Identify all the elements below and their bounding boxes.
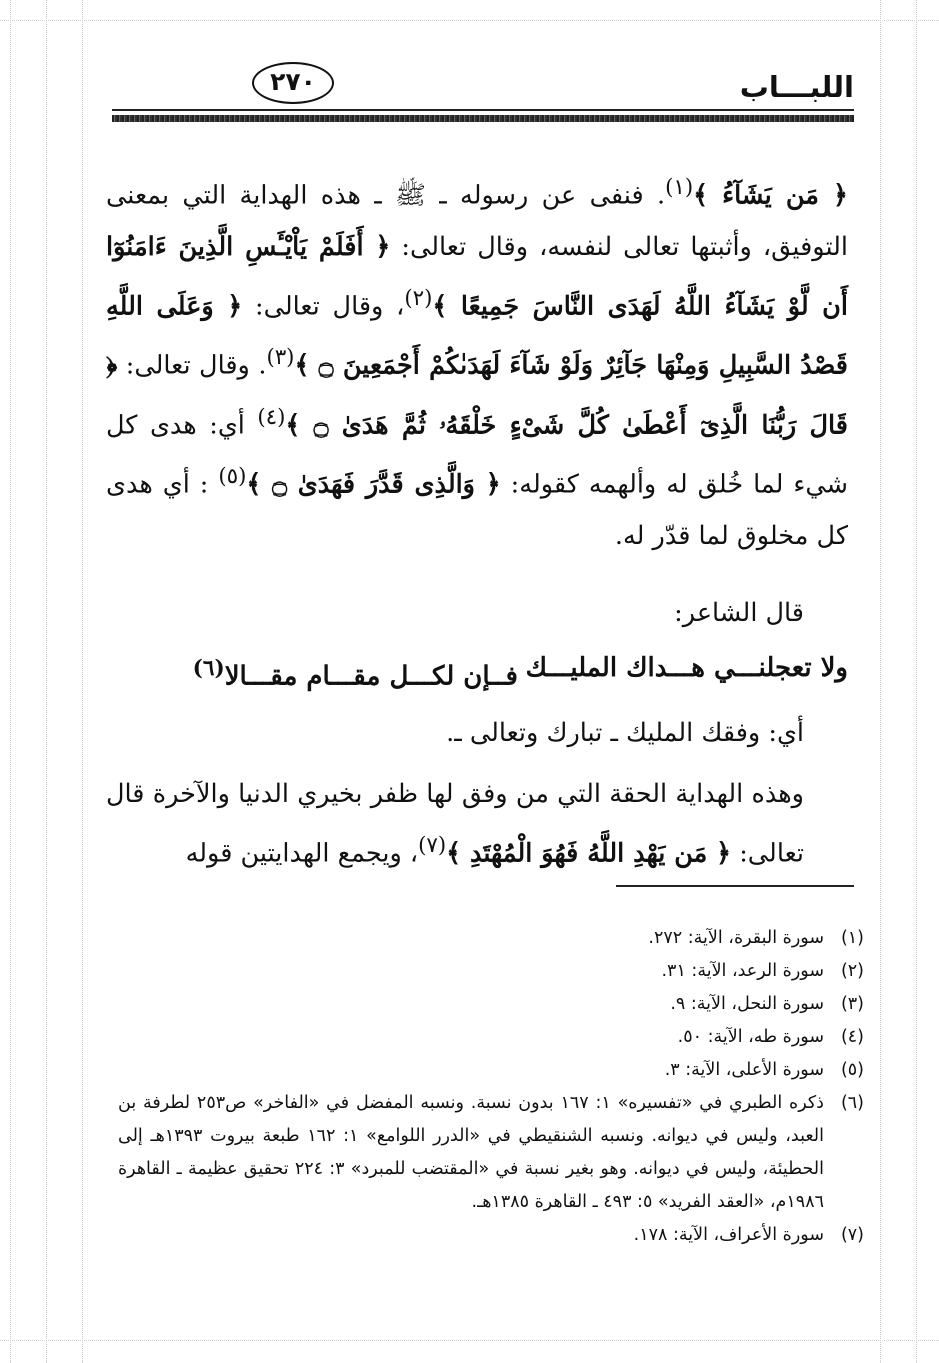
text-run: : أي هدى كل مخلوق لما قدّر له. xyxy=(106,469,848,551)
quran-quote: ﴿ قَالَ رَبُّنَا الَّذِىٓ أَعْطَىٰ كُلَّ شَىْءٍ خَلْقَهُۥ ثُمَّ هَدَىٰ ۝ ﴾ xyxy=(106,350,848,440)
page-number: ٢٧٠ xyxy=(252,62,334,104)
footnote-text: سورة طه، الآية: ٥٠. xyxy=(677,1027,824,1047)
footnote-number: (٥) xyxy=(840,1060,864,1080)
footnote-text: سورة الأعلى، الآية: ٣. xyxy=(664,1060,824,1080)
quran-quote: ﴿ أَفَلَمْ يَاْيْـَٔسِ الَّذِينَ ءَامَنُوٓا أَن لَّوْ يَشَآءُ اللَّهُ لَهَدَى النَّاسَ جَمِيعًا ﴾ xyxy=(106,231,848,321)
footnote xyxy=(118,955,864,988)
footnote-ref[interactable]: (٦) xyxy=(192,655,225,681)
footnote-ref[interactable]: (٤) xyxy=(257,404,286,430)
quran-quote: ﴿ وَالَّذِى قَدَّرَ فَهَدَىٰ ۝ ﴾ xyxy=(246,469,501,500)
footnotes xyxy=(118,922,864,1252)
footnote-number: (٦) xyxy=(840,1093,864,1113)
footnote-ref[interactable]: (١) xyxy=(665,175,694,200)
footnote-number: (٧) xyxy=(840,1225,864,1245)
footnote-ref[interactable]: (٢) xyxy=(404,285,433,311)
scan-grid-line xyxy=(880,0,881,1363)
page-header xyxy=(112,58,854,128)
poem-intro: قال الشاعر: xyxy=(674,597,804,628)
scan-grid-line xyxy=(0,20,939,21)
footnote-text: سورة البقرة، الآية: ٢٧٢. xyxy=(648,928,824,948)
paragraph-1 xyxy=(106,162,848,562)
verse-hemistich-1: ولا تعجلنـــي هـــداك المليـــك xyxy=(525,652,848,683)
footnote-number: (٤) xyxy=(840,1027,864,1047)
text-run: أي: هدى كل شيء لما خُلق له وألهمه كقوله: xyxy=(106,410,848,500)
footnote xyxy=(118,988,864,1021)
footnote xyxy=(118,1087,864,1219)
main-text xyxy=(106,162,848,880)
footnote-number: (٣) xyxy=(840,994,864,1014)
footnote-separator xyxy=(616,885,854,887)
scan-grid-line xyxy=(916,0,917,1363)
quran-quote: ﴿ وَعَلَى اللَّهِ قَصْدُ السَّبِيلِ وَمِنْهَا جَآئِرٌ وَلَوْ شَآءَ لَهَدَىٰكُمْ أَجْمَعِينَ ۝ ﴾ xyxy=(106,291,848,381)
header-rule xyxy=(112,109,854,111)
verse-hemistich-2: فــإن لكـــل مقـــام مقـــالا xyxy=(224,661,518,692)
text-run: . وقال تعالى: xyxy=(117,350,267,381)
header-hatched-band xyxy=(112,115,854,122)
footnote-number: (١) xyxy=(840,928,864,948)
text-run: ، ويجمع الهدايتين قوله xyxy=(185,838,419,869)
text-run: . فنفى عن رسوله ـ ﷺ ـ هذه الهداية التي بمعنى التوفيق، وأثبتها تعالى لنفسه، وقال تعالى: xyxy=(106,180,848,262)
text-run: ، وقال تعالى: xyxy=(242,291,405,321)
footnote-ref[interactable]: (٧) xyxy=(418,833,447,859)
footnote-text: سورة النحل، الآية: ٩. xyxy=(670,994,824,1014)
poem-explanation: أي: وفقك المليك ـ تبارك وتعالى ـ. xyxy=(446,718,804,749)
footnote-ref[interactable]: (٣) xyxy=(266,345,295,370)
scan-grid-line xyxy=(46,0,47,1363)
footnote-ref[interactable]: (٥) xyxy=(218,464,247,489)
footnote xyxy=(118,1021,864,1054)
footnote xyxy=(118,922,864,955)
footnote xyxy=(118,1054,864,1087)
footnote-text: ذكره الطبري في «تفسيره» ١: ١٦٧ بدون نسبة. ونسبه المفضل في «الفاخر» ص٢٥٣ لطرفة بن العبد، وليس في ديوانه. ونسبه الشنقيطي في «الدرر اللوامع» ١: ١٦٢ طبعة بيروت ١٣٩٣هـ إلى الحطيئة، وليس في ديوانه. وهو بغير نسبة في «المقتضب للمبرد» ٣: ٢٢٤ تحقيق عظيمة ـ القاهرة ١٩٨٦م، «العقد الفريد» ٥: ٤٩٣ ـ القاهرة ١٣٨٥هـ. xyxy=(118,1093,824,1212)
scan-grid-line xyxy=(10,0,11,1363)
footnote-text: سورة الرعد، الآية: ٣١. xyxy=(661,961,824,981)
verse-hemistich-2-wrap xyxy=(106,643,518,703)
footnote xyxy=(118,1219,864,1252)
paragraph-2 xyxy=(106,769,848,880)
poem-verse xyxy=(106,643,848,703)
quran-quote: ﴿ مَن يَشَآءُ ﴾ xyxy=(693,180,848,211)
text-run: وهذه الهداية الحقة التي من وفق لها ظفر بخيري الدنيا والآخرة قال تعالى: xyxy=(106,779,804,869)
quran-quote: ﴿ مَن يَهْدِ اللَّهُ فَهُوَ الْمُهْتَدِ ﴾ xyxy=(446,838,732,869)
footnote-text: سورة الأعراف، الآية: ١٧٨. xyxy=(633,1225,824,1245)
scan-grid-line xyxy=(0,1340,939,1341)
book-title: اللبـــاب xyxy=(739,70,854,104)
footnote-number: (٢) xyxy=(840,961,864,981)
scan-grid-line xyxy=(82,0,83,1363)
